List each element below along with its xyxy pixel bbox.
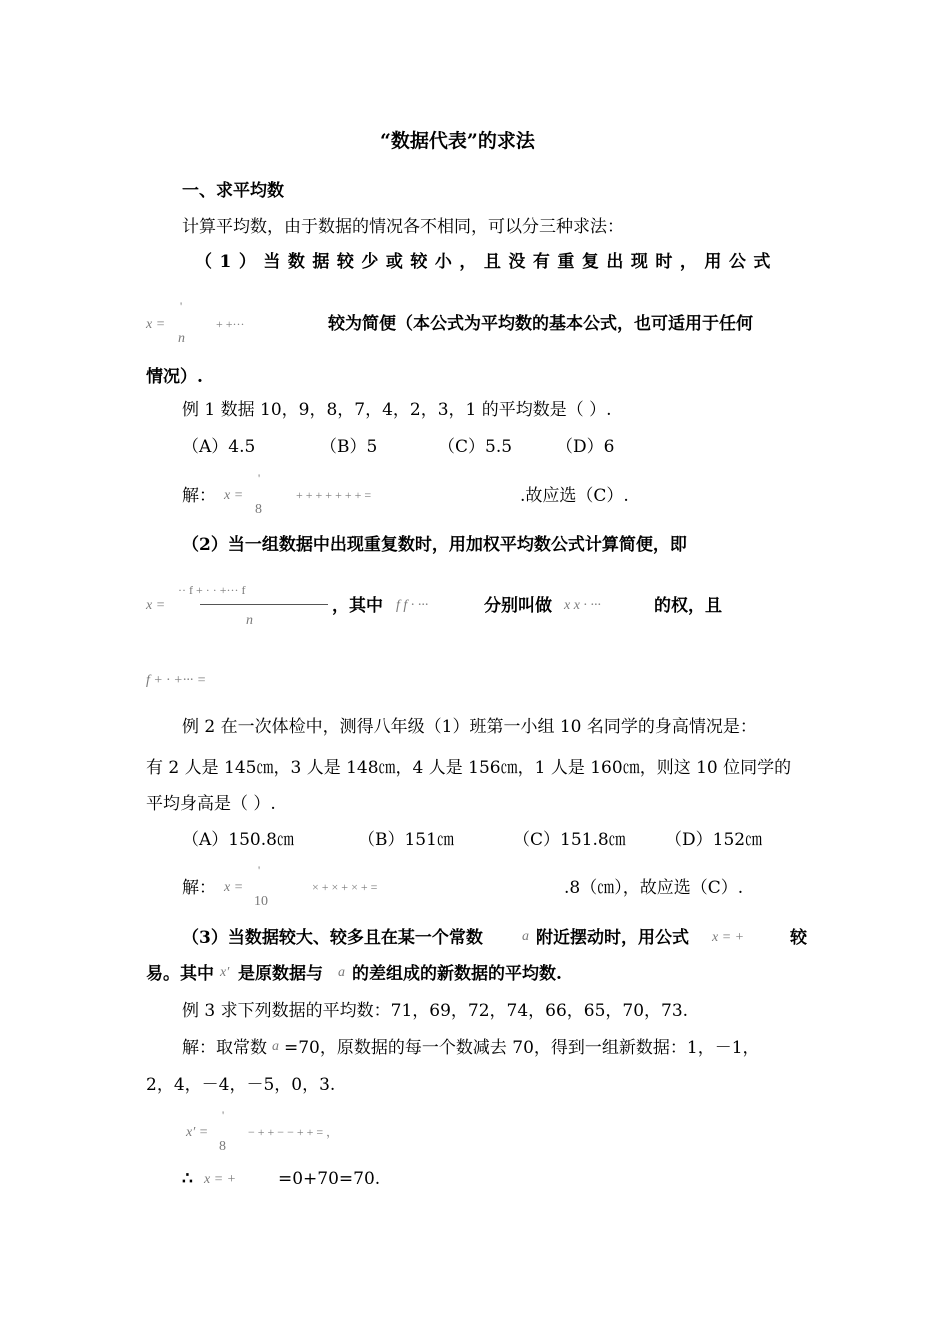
example3-xprime-den: 8: [219, 1139, 226, 1154]
example2-paragraph-2: 有 2 人是 145㎝，3 人是 148㎝，4 人是 156㎝，1 人是 160㎝，则这 10 位同学的: [146, 758, 792, 778]
example3-xprime-eq: x′ =: [186, 1125, 209, 1140]
method1-line1: （1）当数据较少或较小，且没有重复出现时，用公式: [195, 252, 778, 272]
method3-line1a: （3）当数据较大、较多且在某一个常数: [182, 928, 483, 948]
formula-tick: ': [180, 299, 183, 313]
example3-final-x: x = +: [204, 1172, 237, 1187]
section-heading: 一、求平均数: [182, 181, 284, 201]
method3-a-symbol-2: a: [338, 965, 345, 980]
example2-option-b: （B）151㎝: [358, 830, 454, 850]
example1-solution-x: x =: [224, 488, 244, 503]
example1-solution-den: 8: [255, 502, 262, 517]
method3-line2b: 是原数据与: [238, 964, 323, 984]
example1-option-c: （C）5.5: [438, 437, 513, 457]
example1-option-a: （A）4.5: [182, 437, 256, 457]
example2-option-d: （D）152㎝: [665, 830, 763, 850]
method1-formula-rest: + +···: [216, 317, 245, 331]
method2-text-a: ，其中: [332, 596, 383, 616]
example2-paragraph-3: 平均身高是（ ）.: [146, 794, 276, 814]
example2-option-c: （C）151.8㎝: [513, 830, 626, 850]
formula-tick: ': [258, 471, 261, 485]
method2-formula-den: n: [246, 613, 253, 628]
formula-tick: ': [222, 1108, 225, 1122]
method2-sum-line: f + · +··· =: [146, 673, 207, 688]
example3-question: 例 3 求下列数据的平均数：71，69，72，74，66，65，70，73.: [182, 1001, 689, 1021]
method2-line1: （2）当一组数据中出现重复数时，用加权平均数公式计算简便，即: [182, 535, 687, 555]
example2-solution-label: 解：: [182, 878, 216, 898]
example1-option-d: （D）6: [556, 437, 615, 457]
example1-option-b: （B）5: [320, 437, 378, 457]
method2-text-b: 分别叫做: [484, 596, 552, 616]
example3-final-end: =0+70=70.: [278, 1169, 381, 1189]
method3-line2c: 的差组成的新数据的平均数.: [352, 964, 562, 984]
example3-solution-1b: =70，原数据的每一个数减去 70，得到一组新数据：1，－1，: [284, 1038, 760, 1058]
fraction-bar: [200, 604, 328, 605]
example1-question: 例 1 数据 10，9，8，7，4，2，3，1 的平均数是（ ）.: [182, 400, 612, 420]
method2-f-list: f f · ···: [396, 598, 429, 613]
method3-line1c: 较: [790, 928, 807, 948]
method2-x-list: x x · ···: [564, 598, 601, 613]
method3-a-symbol: a: [522, 929, 529, 944]
page-title: “数据代表”的求法: [380, 130, 535, 152]
method3-line2a: 易。其中: [146, 964, 214, 984]
method3-line1b: 附近摆动时，用公式: [536, 928, 689, 948]
method2-text-c: 的权，且: [654, 596, 722, 616]
method2-formula-x: x =: [146, 598, 166, 613]
example2-paragraph-1: 例 2 在一次体检中，测得八年级（1）班第一小组 10 名同学的身高情况是：: [182, 717, 757, 737]
example2-solution-den: 10: [254, 894, 268, 909]
example2-solution-body: × + × + × + =: [312, 880, 378, 894]
method3-xprime: x′: [220, 965, 230, 980]
example3-xprime-body: − + + − − + + = ，: [248, 1125, 339, 1139]
example3-solution-2: 2，4，－4，－5，0，3.: [146, 1075, 336, 1095]
method2-formula-num: ·· f + · · +··· f: [178, 583, 246, 597]
example3-a-symbol: a: [272, 1039, 279, 1054]
example1-solution-body: + + + + + + + =: [296, 488, 372, 502]
therefore-symbol: ∴: [182, 1169, 193, 1189]
example1-solution-label: 解：: [182, 486, 216, 506]
method1-formula-x: x =: [146, 317, 166, 332]
method1-formula-n: n: [178, 331, 185, 346]
example2-option-a: （A）150.8㎝: [182, 830, 294, 850]
method1-text2: 情况）.: [146, 367, 203, 387]
example1-solution-end: .故应选（C）.: [520, 486, 629, 506]
method1-text: 较为简便（本公式为平均数的基本公式，也可适用于任何: [328, 314, 753, 334]
method3-formula: x = +: [712, 930, 745, 945]
example2-solution-x: x =: [224, 880, 244, 895]
example3-solution-1a: 解：取常数: [182, 1038, 267, 1058]
example2-solution-end: .8（㎝），故应选（C）.: [564, 878, 744, 898]
intro-paragraph: 计算平均数，由于数据的情况各不相同，可以分三种求法：: [182, 217, 624, 237]
formula-tick: ': [258, 863, 261, 877]
